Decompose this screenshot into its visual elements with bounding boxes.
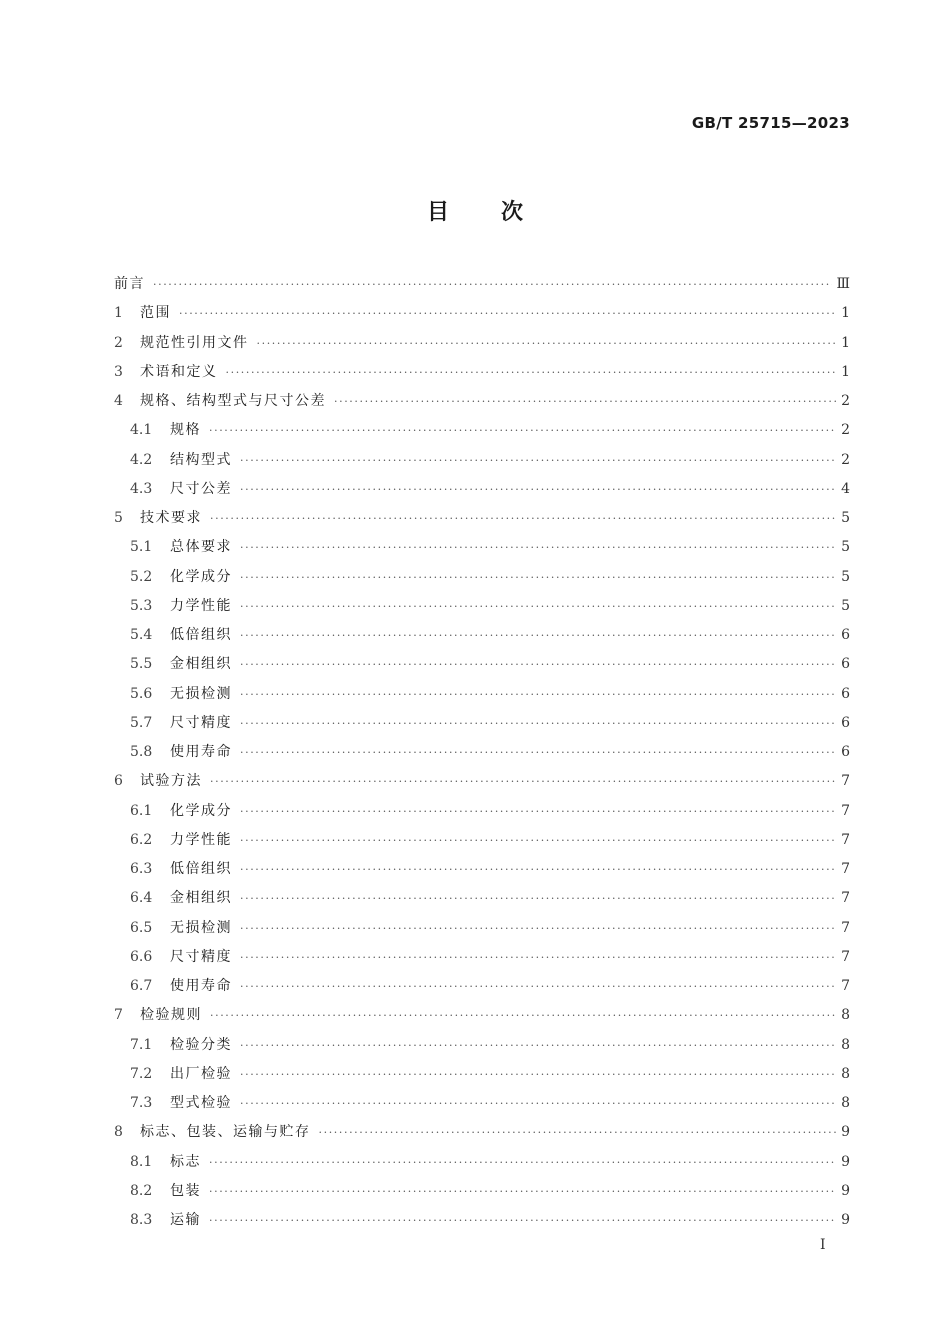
toc-entry-number: 7.1 [130, 1036, 153, 1053]
toc-entry-page: 6 [841, 656, 850, 673]
toc-entry[interactable] [114, 387, 850, 416]
toc-entry[interactable] [114, 270, 850, 299]
toc-leader-dots [240, 914, 836, 943]
toc-entry[interactable] [114, 446, 850, 475]
toc-entry-label: 尺寸精度 [170, 714, 232, 731]
standard-code: GB/T 25715—2023 [691, 114, 850, 132]
toc-leader-dots [240, 797, 836, 826]
toc-entry-page: 5 [841, 539, 850, 556]
toc-leader-dots [210, 767, 836, 796]
toc-entry-label: 使用寿命 [170, 744, 232, 760]
toc-entry[interactable] [114, 1089, 850, 1118]
toc-entry-label: 金相组织 [170, 890, 232, 907]
toc-leader-dots [240, 943, 836, 972]
toc-entry-number: 7.2 [130, 1065, 153, 1082]
toc-leader-dots [240, 650, 836, 679]
toc-entry-page: 7 [841, 978, 850, 994]
toc-entry-number: 5.6 [130, 685, 153, 702]
toc-entry-page: 8 [841, 1036, 850, 1053]
toc-entry-number: 8.1 [130, 1153, 153, 1170]
toc-entry-label: 低倍组织 [170, 861, 232, 877]
toc-entry[interactable] [114, 1177, 850, 1206]
toc-entry-number: 4.2 [130, 451, 153, 468]
toc-entry-page: 2 [841, 451, 850, 468]
toc-entry-number: 8 [114, 1124, 123, 1141]
toc-leader-dots [153, 270, 832, 299]
toc-entry-label: 低倍组织 [170, 627, 232, 643]
toc-entry-page: 9 [841, 1124, 850, 1141]
toc-entry-page: Ⅲ [836, 276, 850, 292]
toc-entry-number: 8.2 [130, 1182, 153, 1199]
toc-leader-dots [209, 1177, 836, 1206]
toc-entry-number: 4.1 [130, 422, 153, 439]
toc-entry-page: 9 [841, 1212, 850, 1228]
toc-leader-dots [240, 621, 836, 650]
toc-entry[interactable] [114, 533, 850, 562]
toc-entry-label: 规范性引用文件 [140, 334, 249, 351]
toc-entry-label: 规格、结构型式与尺寸公差 [140, 393, 326, 409]
toc-entry-page: 8 [841, 1065, 850, 1082]
toc-leader-dots [334, 387, 836, 416]
toc-entry[interactable] [114, 972, 850, 1001]
toc-leader-dots [240, 709, 836, 738]
toc-entry[interactable] [114, 1148, 850, 1177]
toc-entry-label: 规格 [170, 422, 201, 439]
toc-entry-number: 5.8 [130, 744, 153, 760]
toc-entry-page: 7 [841, 861, 850, 877]
toc-entry-number: 6 [114, 773, 123, 790]
toc-entry-number: 5.1 [130, 539, 153, 556]
toc-entry-number: 5.4 [130, 627, 153, 643]
toc-entry-label: 无损检测 [170, 685, 232, 702]
toc-leader-dots [240, 592, 836, 621]
toc-entry-label: 尺寸精度 [170, 948, 232, 965]
toc-leader-dots [240, 446, 836, 475]
toc-entry-label: 尺寸公差 [170, 480, 232, 497]
toc-entry[interactable] [114, 1031, 850, 1060]
toc-entry[interactable] [114, 621, 850, 650]
toc-entry-number: 6.2 [130, 831, 153, 848]
toc-entry-page: 7 [841, 890, 850, 907]
toc-entry[interactable] [114, 1206, 850, 1235]
toc-entry-number: 6.5 [130, 919, 153, 936]
toc-entry-label: 化学成分 [170, 802, 232, 819]
toc-entry-label: 化学成分 [170, 568, 232, 585]
toc-entry-page: 9 [841, 1153, 850, 1170]
toc-entry-label: 结构型式 [170, 451, 232, 468]
toc-entry-page: 7 [841, 919, 850, 936]
toc-entry-number: 5.7 [130, 714, 153, 731]
toc-entry-page: 6 [841, 714, 850, 731]
toc-entry-label: 运输 [170, 1212, 201, 1228]
toc-entry[interactable] [114, 592, 850, 621]
toc-entry[interactable] [114, 884, 850, 913]
toc-entry-number: 6.1 [130, 802, 153, 819]
toc-entry[interactable] [114, 416, 850, 445]
toc-entry-page: 1 [841, 334, 850, 351]
toc-leader-dots [210, 1001, 836, 1030]
toc-entry-number: 6.6 [130, 948, 153, 965]
toc-entry-page: 7 [841, 773, 850, 790]
page-number: Ⅰ [820, 1237, 826, 1253]
toc-entry-page: 8 [841, 1007, 850, 1024]
toc-entry-number: 5.3 [130, 597, 153, 614]
toc-entry-page: 6 [841, 685, 850, 702]
toc-entry[interactable] [114, 709, 850, 738]
page-title: 目次 [426, 200, 575, 225]
toc-entry-number: 6.3 [130, 861, 153, 877]
toc-entry-number: 8.3 [130, 1212, 153, 1228]
toc-entry-page: 6 [841, 627, 850, 643]
toc-entry-page: 4 [841, 480, 850, 497]
toc-entry-page: 7 [841, 948, 850, 965]
toc-leader-dots [240, 563, 836, 592]
toc-entry-label: 标志、包装、运输与贮存 [140, 1124, 311, 1141]
toc-entry-number: 5.5 [130, 656, 153, 673]
toc-entry-label: 出厂检验 [170, 1065, 232, 1082]
toc-entry-label: 型式检验 [170, 1095, 232, 1111]
toc-entry[interactable] [114, 1060, 850, 1089]
toc-entry[interactable] [114, 1001, 850, 1030]
toc-entry-page: 5 [841, 568, 850, 585]
toc-entry[interactable] [114, 826, 850, 855]
toc-leader-dots [240, 475, 836, 504]
toc-entry-page: 8 [841, 1095, 850, 1111]
toc-leader-dots [209, 1206, 836, 1235]
toc-entry-label: 技术要求 [140, 510, 202, 526]
toc-entry-number: 4.3 [130, 480, 153, 497]
toc-entry[interactable] [114, 680, 850, 709]
toc-leader-dots [319, 1118, 837, 1147]
toc-leader-dots [257, 329, 837, 358]
toc-entry-number: 1 [114, 305, 123, 322]
toc-entry-number: 6.4 [130, 890, 153, 907]
toc-leader-dots [240, 1060, 836, 1089]
toc-entry-label: 检验规则 [140, 1007, 202, 1024]
toc-entry[interactable] [114, 855, 850, 884]
toc-entry-number: 7 [114, 1007, 123, 1024]
toc-entry-label: 标志 [170, 1153, 201, 1170]
toc-entry-label: 力学性能 [170, 831, 232, 848]
toc-entry-page: 6 [841, 744, 850, 760]
toc-leader-dots [209, 416, 836, 445]
toc-leader-dots [240, 680, 836, 709]
toc-entry-label: 无损检测 [170, 919, 232, 936]
toc-entry[interactable] [114, 504, 850, 533]
toc-entry[interactable] [114, 563, 850, 592]
toc-entry-page: 7 [841, 831, 850, 848]
toc-entry-number: 3 [114, 363, 123, 380]
toc-entry-label: 力学性能 [170, 597, 232, 614]
table-of-contents [114, 270, 850, 1235]
toc-entry[interactable] [114, 738, 850, 767]
toc-entry-label: 包装 [170, 1182, 201, 1199]
toc-entry-number: 6.7 [130, 978, 153, 994]
toc-leader-dots [210, 504, 836, 533]
toc-entry[interactable] [114, 943, 850, 972]
toc-leader-dots [240, 826, 836, 855]
toc-entry-page: 7 [841, 802, 850, 819]
toc-leader-dots [240, 1089, 836, 1118]
toc-entry[interactable] [114, 299, 850, 328]
toc-entry[interactable] [114, 1118, 850, 1147]
toc-entry[interactable] [114, 329, 850, 358]
toc-entry-number: 5 [114, 510, 123, 526]
toc-entry-page: 1 [841, 363, 850, 380]
toc-leader-dots [240, 533, 836, 562]
toc-leader-dots [240, 738, 836, 767]
toc-entry-page: 1 [841, 305, 850, 322]
toc-entry-label: 总体要求 [170, 539, 232, 556]
toc-entry-page: 9 [841, 1182, 850, 1199]
toc-entry-page: 5 [841, 597, 850, 614]
toc-leader-dots [179, 299, 836, 328]
toc-leader-dots [240, 884, 836, 913]
toc-entry[interactable] [114, 475, 850, 504]
toc-entry[interactable] [114, 358, 850, 387]
toc-entry[interactable] [114, 650, 850, 679]
toc-entry[interactable] [114, 767, 850, 796]
toc-leader-dots [240, 1031, 836, 1060]
toc-entry-label: 金相组织 [170, 656, 232, 673]
toc-entry[interactable] [114, 797, 850, 826]
toc-entry-number: 7.3 [130, 1095, 153, 1111]
toc-leader-dots [240, 855, 836, 884]
toc-entry-page: 5 [841, 510, 850, 526]
toc-entry-label: 试验方法 [140, 773, 202, 790]
toc-entry-number: 2 [114, 334, 123, 351]
toc-entry-label: 范围 [140, 305, 171, 322]
toc-leader-dots [240, 972, 836, 1001]
toc-entry-label: 检验分类 [170, 1036, 232, 1053]
toc-entry-page: 2 [841, 393, 850, 409]
toc-entry[interactable] [114, 914, 850, 943]
toc-entry-label: 使用寿命 [170, 978, 232, 994]
toc-entry-label: 术语和定义 [140, 363, 218, 380]
toc-leader-dots [226, 358, 837, 387]
toc-entry-number: 4 [114, 393, 123, 409]
toc-entry-page: 2 [841, 422, 850, 439]
toc-entry-number: 5.2 [130, 568, 153, 585]
toc-leader-dots [209, 1148, 836, 1177]
toc-entry-label: 前言 [114, 276, 145, 292]
